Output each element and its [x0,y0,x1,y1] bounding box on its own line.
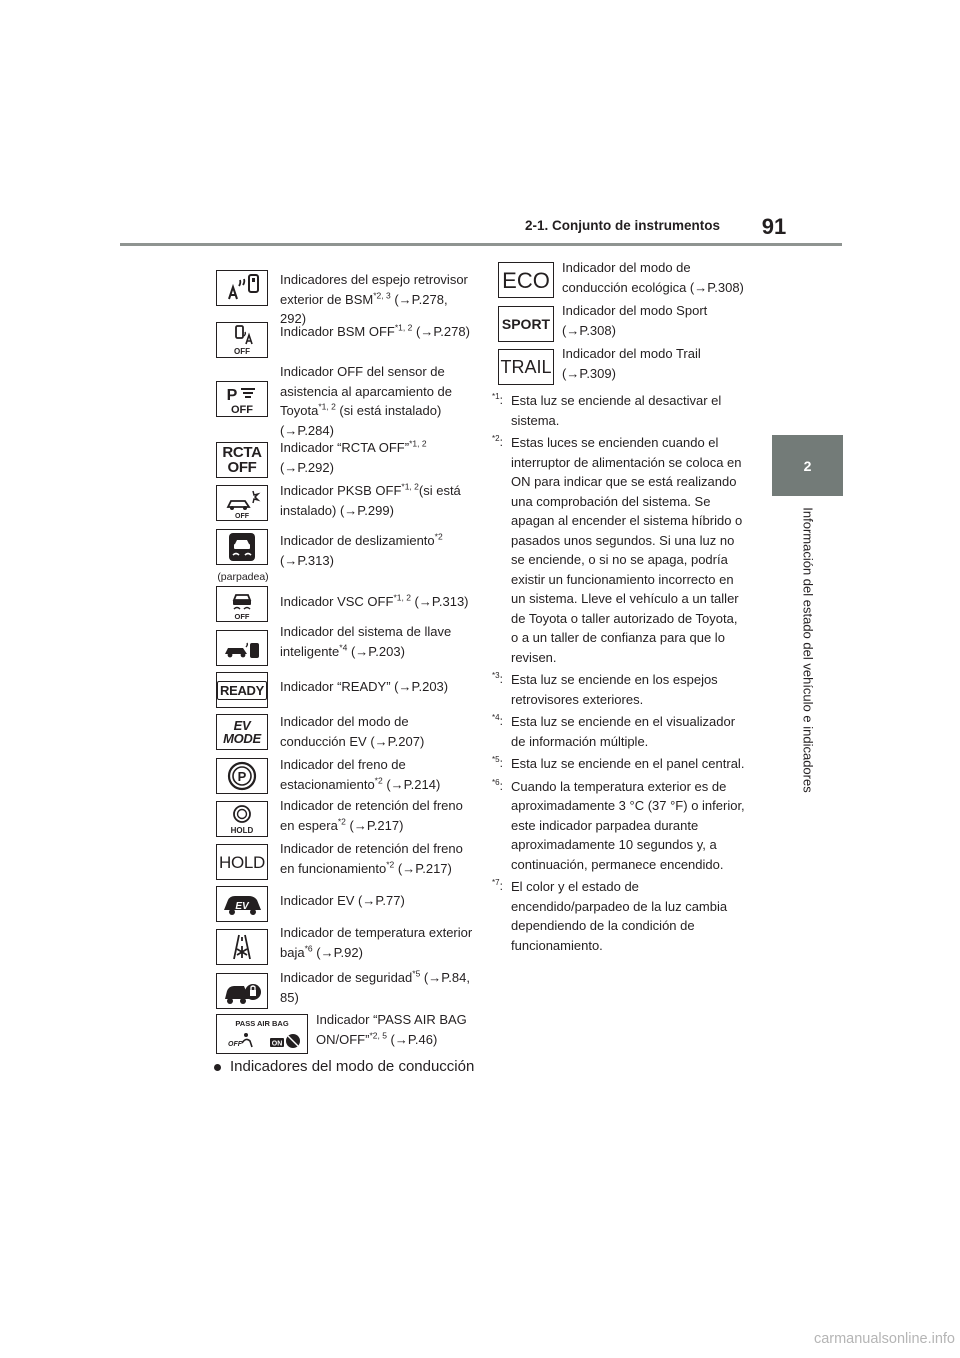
indicator-desc: Indicador EV (→P.77) [280,893,405,908]
footnote: $^{*1}$: Esta luz se enciende al desactivar el sistema. [492,392,722,428]
smart-key-icon [216,630,268,666]
footnotes [492,391,748,958]
svg-text:OFF: OFF [234,347,250,356]
low-temperature-icon [216,929,268,965]
indicator-desc: Indicador de temperatura exterior baja$^{*6}$ (→P.92) [280,925,473,960]
indicator-desc: Indicador VSC OFF$^{*1, 2}$ (→P.313) [280,592,469,609]
chapter-number: 2 [803,457,812,474]
bsm-mirror-icon [216,270,268,306]
sport-mode-icon: SPORT [498,306,554,342]
indicator-desc: Indicador del modo de conducción EV (→P.207) [280,714,425,749]
slip-indicator-icon [216,529,268,565]
watermark: carmanualsonline.info [813,1331,955,1347]
indicator-desc: Indicador “RCTA OFF”$^{*1, 2}$ (→P.292) [280,438,427,475]
eco-mode-icon: ECO [498,262,554,298]
pksb-off-icon [216,485,268,521]
driving-mode-heading: Indicadores del modo de conducción [214,1057,474,1077]
svg-text:OFF: OFF [235,513,249,519]
svg-text:PASS AIR BAG: PASS AIR BAG [235,1019,289,1028]
footnote: $^{*6}$: Cuando la temperatura exterior es de aproximadamente 3 °C (37 °F) o inferior, este indicador parpadea durante aproximadamente 10 segundos y, a continuación, permanece encendido. [492,777,745,872]
indicator-desc: Indicador del modo Trail (→P.309) [562,346,701,381]
svg-text:P: P [237,769,247,784]
svg-text:OFF: OFF [231,404,253,415]
svg-text:P: P [226,387,238,404]
bullet-dot [214,1064,221,1071]
pass-air-bag-icon [216,1014,308,1054]
footnote: $^{*2}$: Estas luces se encienden cuando el interruptor de alimentación se coloca en ON para indicar que se está realizando una comprobación del sistema. Se apagan al encender el sistema híbrido o pasados unos segundos. Si una luz no se enciende, o si no se apaga, podría existir un funcionamiento incorrecto en un sistema. Lleve el vehículo a un taller de Toyota o taller autorizado de Toyota, o a un taller de confianza para que lo revisen. [492,434,743,665]
indicator-desc: Indicador del modo de conducción ecológica (→P.308) [562,260,744,295]
indicator-desc: Indicador OFF del sensor de asistencia al aparcamiento de Toyota$^{*1, 2}$ (si está instalado) (→P.284) [280,364,452,438]
brake-hold-standby-icon [216,801,268,837]
svg-text:EV: EV [235,901,249,912]
footnote: $^{*5}$: Esta luz se enciende en el panel central. [492,755,745,771]
slip-caption: (parpadea) [217,571,269,583]
ready-icon: READY [216,672,268,708]
indicator-desc: Indicador de seguridad$^{*5}$ (→P.84, 85) [280,968,470,1005]
trail-mode-icon: TRAIL [498,349,554,385]
svg-text:ON: ON [271,1040,283,1048]
ev-indicator-icon [216,886,268,922]
bsm-off-icon [216,322,268,358]
indicator-desc: Indicador “PASS AIR BAG ON/OFF”$^{*2, 5}$ (→P.46) [316,1012,467,1047]
security-icon [216,973,268,1009]
indicator-desc: Indicador BSM OFF$^{*1, 2}$ (→P.278) [280,322,470,339]
footnote: $^{*3}$: Esta luz se enciende en los espejos retrovisores exteriores. [492,671,718,707]
section-title: 2-1. Conjunto de instrumentos [524,218,720,233]
indicator-desc: Indicador de retención del freno en espera$^{*2}$ (→P.217) [280,798,463,833]
indicator-desc: Indicador del modo Sport (→P.308) [562,303,708,338]
parking-brake-icon [216,758,268,794]
indicator-desc: Indicador “READY” (→P.203) [280,679,449,694]
indicator-desc: Indicador de deslizamiento$^{*2}$ (→P.313) [280,531,443,568]
page-number: 91 [761,214,787,239]
vsc-off-icon [216,586,268,622]
parking-sensor-off-icon [216,381,268,417]
indicator-desc: Indicadores del espejo retrovisor exterior de BSM$^{*2, 3}$ (→P.278, 292) [280,272,468,326]
indicator-desc: Indicador de retención del freno en funcionamiento$^{*2}$ (→P.217) [280,841,463,876]
footnote: $^{*7}$: El color y el estado de encendido/parpadeo de la luz cambia dependiendo de la condición de funcionamiento. [492,878,728,953]
svg-text:OFF: OFF [234,612,250,620]
svg-text:HOLD: HOLD [230,826,254,835]
indicator-desc: Indicador del freno de estacionamiento$^{*2}$ (→P.214) [280,757,441,792]
svg-text:OFF: OFF [228,1041,242,1048]
indicator-desc: Indicador del sistema de llave inteligente$^{*4}$ (→P.203) [280,624,452,659]
footnote: $^{*4}$: Esta luz se enciende en el visualizador de información múltiple. [492,713,736,749]
ev-mode-icon: EV MODE [216,714,268,750]
brake-hold-operated-icon: HOLD [216,844,268,880]
rcta-off-icon: RCTA OFF [216,442,268,478]
indicator-desc: Indicador PKSB OFF$^{*1, 2}$(si está instalado) (→P.299) [280,481,461,518]
